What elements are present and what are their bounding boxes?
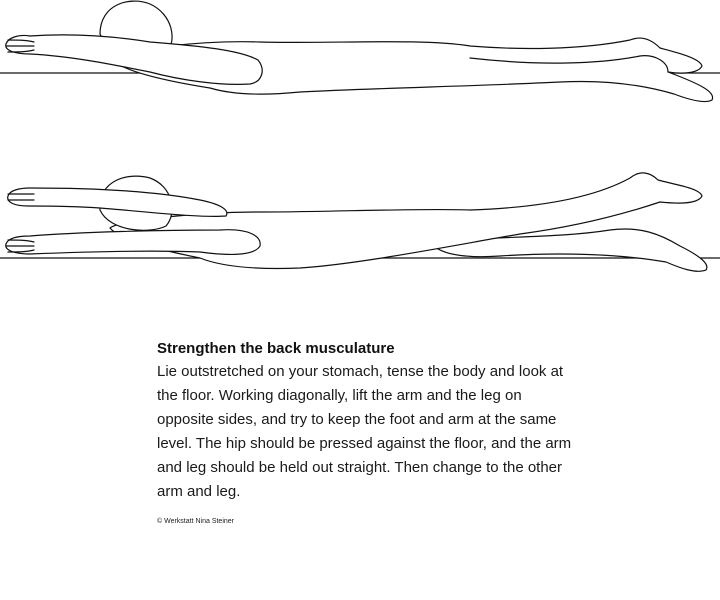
figure-prone-arm-leg-lift-drawing	[0, 160, 720, 280]
exercise-title: Strengthen the back musculature	[157, 340, 395, 357]
figure-prone-resting-drawing	[0, 0, 720, 110]
exercise-description: Lie outstretched on your stomach, tense the body and look at the floor. Working diagonally, lift the arm and the leg on opposite sides, and try to keep the foot and arm at the same level. The hip should be pressed against the floor, and the arm and leg should be held out straight. Then change to the other arm and leg.	[157, 363, 572, 500]
copyright-notice: © Werkstatt Nina Steiner	[157, 518, 234, 525]
figure-prone-resting-illustration	[0, 0, 720, 110]
exercise-caption	[157, 338, 577, 527]
resting-arm	[6, 230, 260, 255]
figure-prone-arm-leg-lift-illustration	[0, 160, 720, 280]
